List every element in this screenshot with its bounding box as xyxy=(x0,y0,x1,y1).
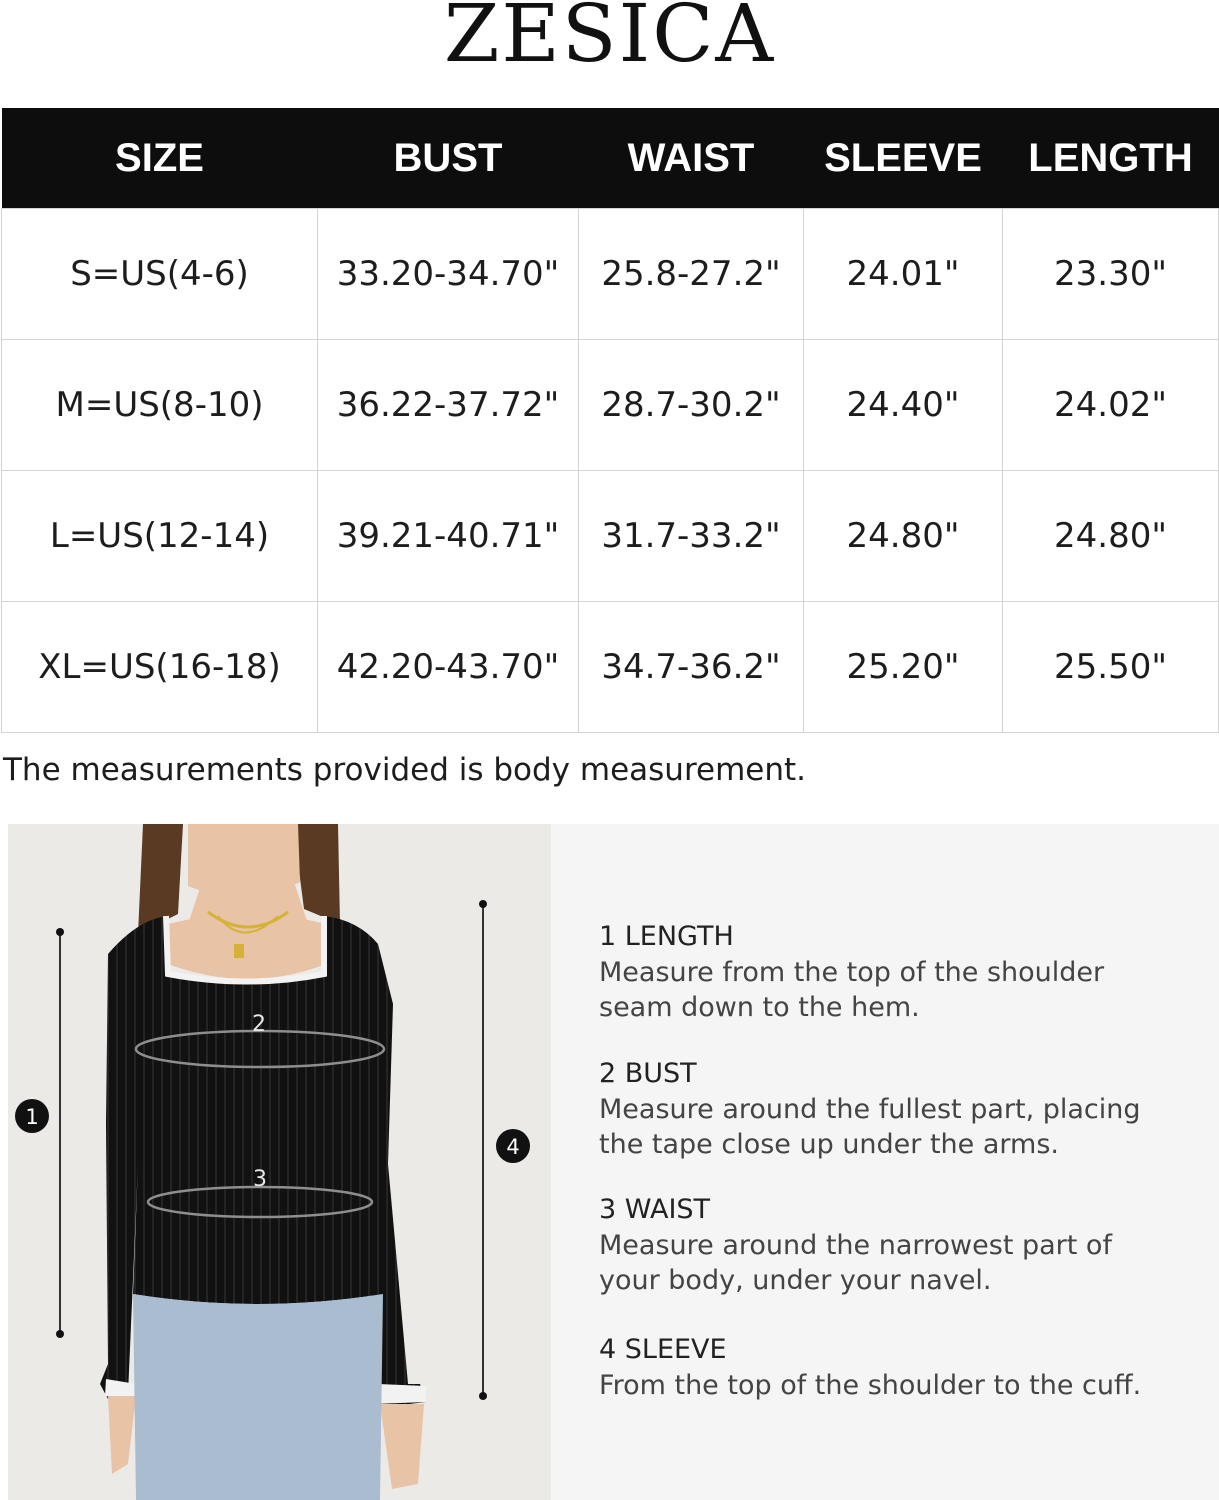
cell-sleeve: 24.80" xyxy=(804,471,1003,602)
cell-length: 23.30" xyxy=(1003,209,1219,340)
guide-length xyxy=(599,919,1199,1025)
cell-size: XL=US(16-18) xyxy=(2,602,318,733)
table-row xyxy=(2,209,1219,340)
header-sleeve: SLEEVE xyxy=(804,108,1003,209)
header-length: LENGTH xyxy=(1003,108,1219,209)
marker-1: 1 xyxy=(25,1105,39,1129)
size-chart-table xyxy=(1,108,1219,733)
chest-skin xyxy=(168,914,326,979)
guide-waist-line: your body, under your navel. xyxy=(599,1265,992,1296)
cell-size: L=US(12-14) xyxy=(2,471,318,602)
sleeve-line-top-dot xyxy=(479,900,487,908)
model-photo xyxy=(8,824,551,1500)
cell-bust: 36.22-37.72" xyxy=(318,340,579,471)
table-row xyxy=(2,340,1219,471)
cell-sleeve: 25.20" xyxy=(804,602,1003,733)
guide-bust-line: Measure around the fullest part, placing xyxy=(599,1094,1141,1125)
guide-waist-line: Measure around the narrowest part of xyxy=(599,1230,1112,1261)
header-bust: BUST xyxy=(318,108,579,209)
table-row xyxy=(2,602,1219,733)
sleeve-line-bottom-dot xyxy=(479,1392,487,1400)
guide-waist-title: 3 WAIST xyxy=(599,1194,711,1225)
guide-waist xyxy=(599,1192,1199,1298)
cell-length: 25.50" xyxy=(1003,602,1219,733)
guide-length-title: 1 LENGTH xyxy=(599,921,734,952)
table-header-row xyxy=(2,108,1219,209)
marker-4: 4 xyxy=(506,1135,520,1159)
cell-waist: 31.7-33.2" xyxy=(579,471,804,602)
cell-bust: 42.20-43.70" xyxy=(318,602,579,733)
marker-2: 2 xyxy=(252,1012,266,1037)
cell-waist: 25.8-27.2" xyxy=(579,209,804,340)
jeans xyxy=(133,1294,383,1500)
cell-sleeve: 24.01" xyxy=(804,209,1003,340)
marker-3: 3 xyxy=(253,1167,267,1192)
header-size: SIZE xyxy=(2,108,318,209)
guide-length-line: Measure from the top of the shoulder xyxy=(599,957,1105,988)
cell-length: 24.02" xyxy=(1003,340,1219,471)
cell-size: S=US(4-6) xyxy=(2,209,318,340)
cell-waist: 34.7-36.2" xyxy=(579,602,804,733)
brand-logo: ZESICA xyxy=(443,0,776,80)
cell-size: M=US(8-10) xyxy=(2,340,318,471)
cell-length: 24.80" xyxy=(1003,471,1219,602)
guide-sleeve-line: From the top of the shoulder to the cuff. xyxy=(599,1370,1142,1401)
cell-sleeve: 24.40" xyxy=(804,340,1003,471)
cell-bust: 33.20-34.70" xyxy=(318,209,579,340)
guide-bust-line: the tape close up under the arms. xyxy=(599,1129,1059,1160)
table-row xyxy=(2,471,1219,602)
guide-sleeve xyxy=(599,1332,1199,1403)
guide-bust xyxy=(599,1056,1199,1162)
guide-length-line: seam down to the hem. xyxy=(599,992,920,1023)
right-cuff-trim xyxy=(376,1384,426,1404)
length-line-bottom-dot xyxy=(56,1330,64,1338)
model-illustration xyxy=(8,824,551,1500)
cell-bust: 39.21-40.71" xyxy=(318,471,579,602)
cell-waist: 28.7-30.2" xyxy=(579,340,804,471)
length-line-top-dot xyxy=(56,928,64,936)
guide-sleeve-title: 4 SLEEVE xyxy=(599,1334,727,1365)
pendant xyxy=(234,944,244,958)
measurement-note: The measurements provided is body measurement. xyxy=(3,752,807,788)
header-waist: WAIST xyxy=(579,108,804,209)
guide-bust-title: 2 BUST xyxy=(599,1058,697,1089)
measurement-guide xyxy=(551,824,1219,1500)
